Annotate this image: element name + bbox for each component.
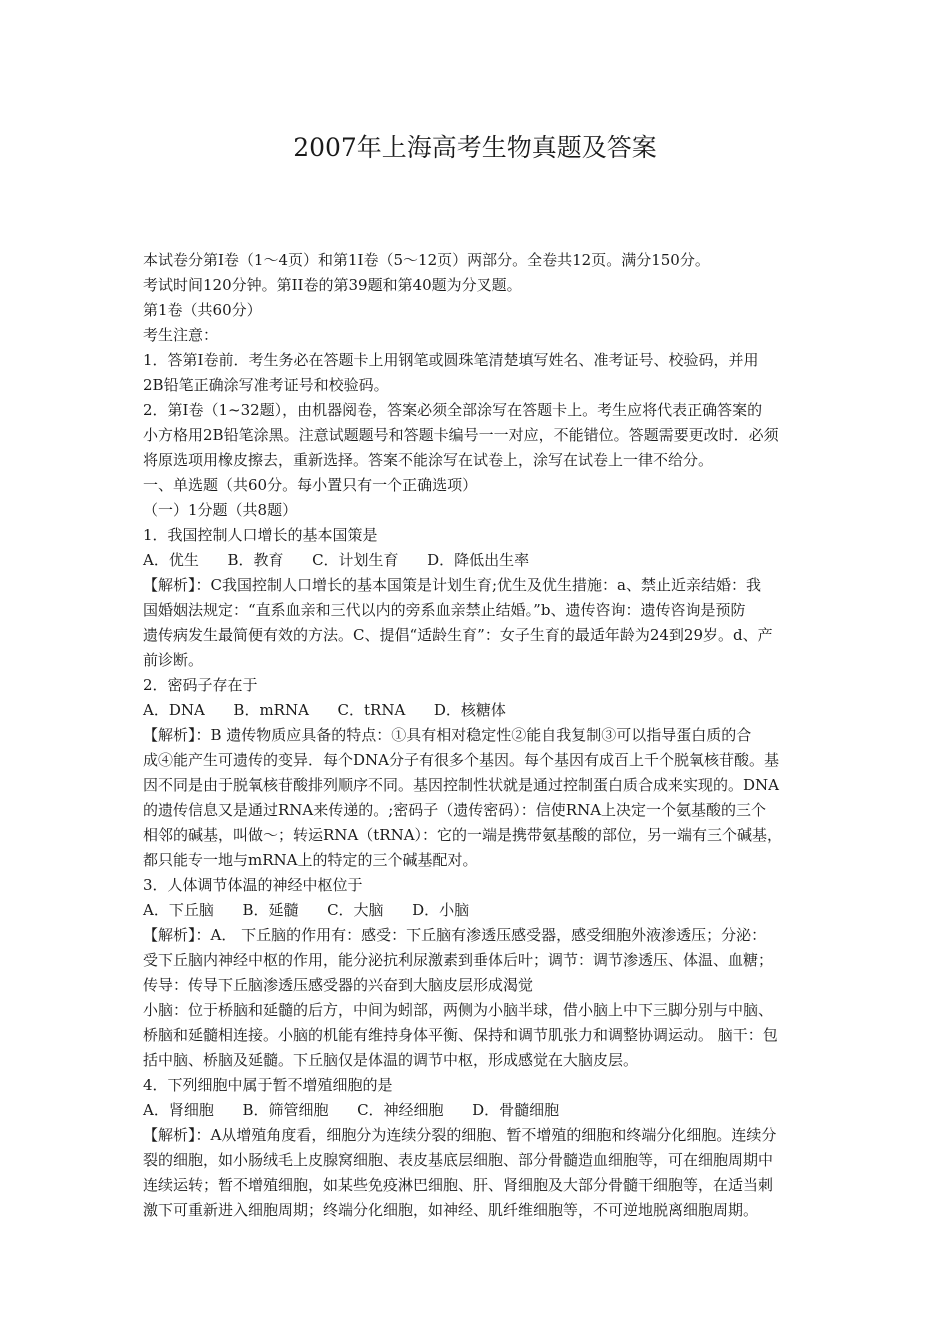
question-1: 1．我国控制人口增长的基本国策是: [143, 526, 378, 544]
text-line: 遗传病发生最简便有效的方法。C、提倡“适龄生育”：女子生育的最适年龄为24到29岁。d、产: [143, 626, 773, 644]
section-heading: 一、单选题（共60分。每小置只有一个正确选项）: [143, 476, 478, 494]
page-title: 2007年上海高考生物真题及答案: [293, 133, 657, 162]
question-3: 3．人体调节体温的神经中枢位于: [143, 876, 363, 894]
text-line: 括中脑、桥脑及延髓。下丘脑仅是体温的调节中枢，形成感觉在大脑皮层。: [143, 1051, 639, 1069]
question-3-options: A．下丘脑 B．延髓 C．大脑 D．小脑: [143, 901, 470, 919]
answer-analysis: 【解析】：B 遗传物质应具备的特点：①具有相对稳定性②能自我复制③可以指导蛋白质的合: [143, 726, 752, 744]
document-body: [143, 248, 843, 1223]
text-line: 前诊断。: [143, 651, 204, 669]
text-line: 连续运转；暂不增殖细胞，如某些免疫淋巴细胞、肝、肾细胞及大部分骨髓干细胞等，在适当刺: [143, 1176, 774, 1194]
question-2: 2．密码子存在于: [143, 676, 258, 694]
text-line: 传导：传导下丘脑渗透压感受器的兴奋到大脑皮层形成渴觉: [143, 976, 534, 994]
answer-analysis: 【解析】：C我国控制人口增长的基本国策是计划生育;优生及优生措施：a、禁止近亲结婚：我: [143, 576, 761, 594]
subsection-heading: （一）1分题（共8题）: [143, 501, 298, 519]
text-line: 激下可重新进入细胞周期；终端分化细胞，如神经、肌纤维细胞等，不可逆地脱离细胞周期。: [143, 1201, 759, 1219]
text-line: 本试卷分第Ⅰ卷（1～4页）和第1I卷（5～12页）两部分。全卷共12页。满分150分。: [143, 251, 710, 269]
text-line: 小方格用2B铅笔涂黑。注意试题题号和答题卡编号一一对应，不能错位。答题需要更改时．必须: [143, 426, 779, 444]
text-line: 受下丘脑内神经中枢的作用，能分泌抗利尿激素到垂体后叶；调节：调节渗透压、体温、血糖；: [143, 951, 774, 969]
text-line: 国婚姻法规定：“直系血亲和三代以内的旁系血亲禁止结婚。”b、遗传咨询：遗传咨询是预防: [143, 601, 746, 619]
text-line: 2．第Ⅰ卷（1~32题），由机器阅卷，答案必须全部涂写在答题卡上。考生应将代表正确答案的: [143, 401, 763, 419]
text-line: 都只能专一地与mRNA上的特定的三个碱基配对。: [143, 851, 478, 869]
answer-analysis: 【解析】：A． 下丘脑的作用有：感受：下丘脑有渗透压感受器，感受细胞外液渗透压；分泌：: [143, 926, 767, 944]
text-line: 成④能产生可遗传的变异．每个DNA分子有很多个基因。每个基因有成百上千个脱氧核苷酸。基: [143, 751, 779, 769]
text-line: 裂的细胞，如小肠绒毛上皮腺窝细胞、表皮基底层细胞、部分骨髓造血细胞等，可在细胞周期中: [143, 1151, 774, 1169]
text-line: 桥脑和延髓相连接。小脑的机能有维持身体平衡、保持和调节肌张力和调整协调运动。 脑干：包: [143, 1026, 778, 1044]
text-line: 考试时间120分钟。第II卷的第39题和第40题为分叉题。: [143, 276, 522, 294]
question-1-options: A．优生 B．教育 C．计划生育 D．降低出生率: [143, 551, 530, 569]
answer-analysis: 【解析】：A从增殖角度看，细胞分为连续分裂的细胞、暂不增殖的细胞和终端分化细胞。连续分: [143, 1126, 777, 1144]
question-4: 4．下列细胞中属于暂不增殖细胞的是: [143, 1076, 393, 1094]
text-line: 考生注意：: [143, 326, 219, 344]
text-line: 相邻的碱基，叫做～；转运RNA（tRNA）：它的一端是携带氨基酸的部位，另一端有三个碱基，: [143, 826, 783, 844]
text-line: 第1卷（共60分）: [143, 301, 262, 319]
question-2-options: A．DNA B．mRNA C．tRNA D．核糖体: [143, 701, 506, 719]
text-line: 1．答第Ⅰ卷前．考生务必在答题卡上用钢笔或圆珠笔清楚填写姓名、准考证号、校验码，并用: [143, 351, 759, 369]
text-line: 的遗传信息又是通过RNA来传递的。;密码子（遗传密码）：信使RNA上决定一个氨基酸的三个: [143, 801, 767, 819]
text-line: 将原选项用橡皮擦去，重新选择。答案不能涂写在试卷上，涂写在试卷上一律不给分。: [143, 451, 714, 469]
text-line: 因不同是由于脱氧核苷酸排列顺序不同。基因控制性状就是通过控制蛋白质合成来实现的。DNA: [143, 776, 779, 794]
question-4-options: A．肾细胞 B．筛管细胞 C．神经细胞 D．骨髓细胞: [143, 1101, 560, 1119]
text-line: 2B铅笔正确涂写准考证号和校验码。: [143, 376, 389, 394]
text-line: 小脑：位于桥脑和延髓的后方，中间为蚓部，两侧为小脑半球，借小脑上中下三脚分别与中脑、: [143, 1001, 774, 1019]
